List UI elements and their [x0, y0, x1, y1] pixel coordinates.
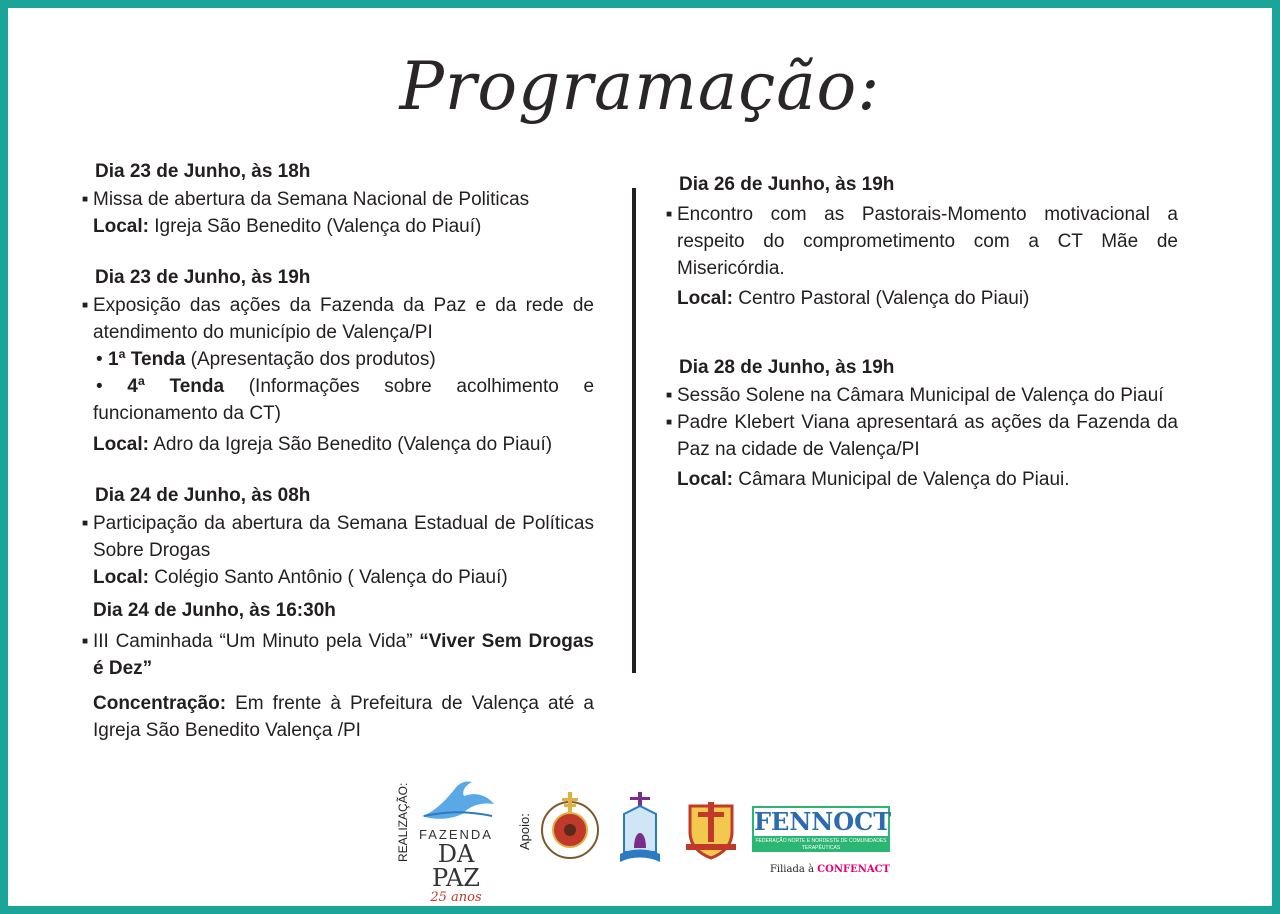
event-item: ■ Encontro com as Pastorais-Momento motivacional a respeito do comprometimento com a CT Mãe de Misericórdia. — [666, 201, 1178, 282]
bullet-icon: ■ — [82, 518, 89, 529]
bullet-icon: ■ — [82, 194, 89, 205]
fennoct-logo: FENNOCT FEDERAÇÃO NORTE E NORDESTE DE COMUNIDADES TERAPÊUTICAS Filiada à CONFENACT — [754, 807, 892, 875]
bullet-icon: ■ — [666, 390, 673, 401]
event-item: ■ Missa de abertura da Semana Nacional de Politicas — [82, 186, 594, 213]
bullet-icon: ■ — [666, 417, 673, 428]
event-location: Local: Adro da Igreja São Benedito (Valença do Piauí) — [93, 434, 553, 455]
dove-icon — [414, 776, 498, 822]
sub-item: • 4ª Tenda (Informações sobre acolhimento e funcionamento da CT) — [93, 376, 595, 424]
bullet-icon: ■ — [666, 209, 673, 220]
bullet-icon: ■ — [82, 636, 89, 647]
event-location: Concentração: Em frente à Prefeitura de Valença até a Igreja São Benedito Valença /PI — [93, 693, 595, 741]
column-divider — [632, 188, 636, 673]
sponsor-logos — [0, 776, 1280, 905]
page-title: Programação: — [399, 48, 881, 125]
crest-icon — [684, 798, 738, 862]
event-heading: Dia 24 de Junho, às 08h — [95, 485, 311, 506]
event-item: ■ Padre Klebert Viana apresentará as ações da Fazenda da Paz na cidade de Valença/PI — [666, 409, 1178, 463]
archdiocese-seal-icon — [538, 790, 602, 862]
event-item: ■ III Caminhada “Um Minuto pela Vida” “Viver Sem Drogas é Dez” — [82, 628, 594, 682]
event-heading: Dia 24 de Junho, às 16:30h — [93, 600, 336, 621]
event-heading: Dia 23 de Junho, às 19h — [95, 267, 311, 288]
event-item: ■ Participação da abertura da Semana Estadual de Políticas Sobre Drogas — [82, 510, 594, 564]
left-column — [82, 158, 594, 744]
bullet-icon: ■ — [82, 300, 89, 311]
event-location: Local: Centro Pastoral (Valença do Piaui) — [677, 288, 1030, 309]
event-location: Local: Colégio Santo Antônio ( Valença do Piauí) — [93, 567, 508, 588]
fazenda-da-paz-logo: FAZENDA DA PAZ 25 anos — [410, 776, 502, 884]
right-column — [666, 171, 1178, 493]
sub-item: • 1ª Tenda (Apresentação dos produtos) — [96, 349, 436, 370]
event-heading: Dia 28 de Junho, às 19h — [679, 357, 895, 378]
church-icon — [616, 792, 664, 864]
realizacao-label: REALIZAÇÃO: — [396, 782, 410, 862]
event-location: Local: Câmara Municipal de Valença do Piaui. — [677, 469, 1070, 490]
event-item: ■ Exposição das ações da Fazenda da Paz e da rede de atendimento do município de Valença/PI — [82, 292, 594, 346]
event-heading: Dia 26 de Junho, às 19h — [679, 174, 895, 195]
apoio-label: Apoio: — [517, 813, 532, 850]
event-location: Local: Igreja São Benedito (Valença do Piauí) — [93, 216, 482, 237]
event-item: ■ Sessão Solene na Câmara Municipal de Valença do Piauí — [666, 382, 1178, 409]
event-heading: Dia 23 de Junho, às 18h — [95, 161, 311, 182]
